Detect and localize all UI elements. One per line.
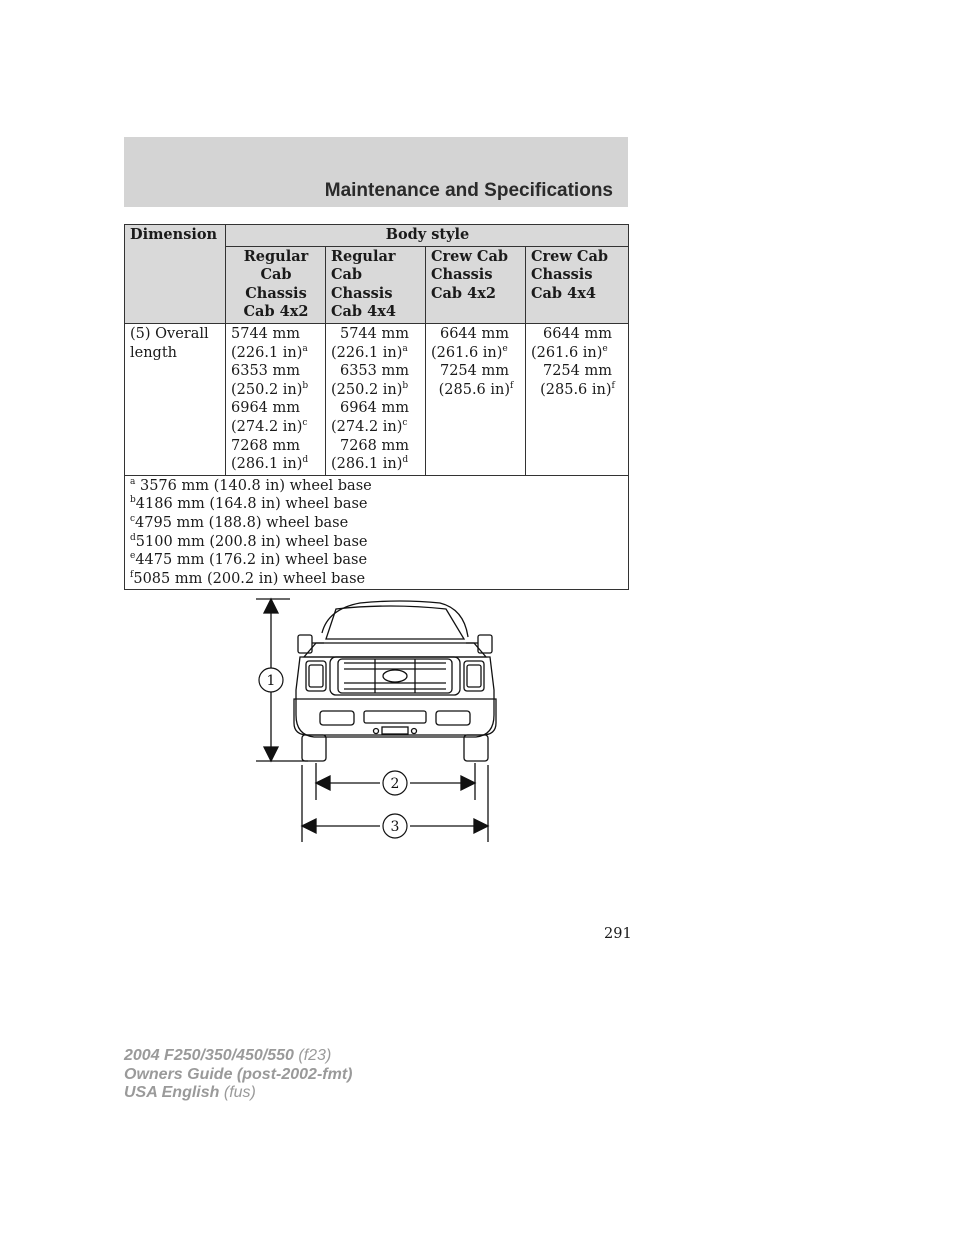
footer-line-2: Owners Guide (post-2002-fmt)	[124, 1065, 353, 1083]
column-header-regular-4x4: Regular Cab Chassis Cab 4x4	[326, 246, 426, 323]
cell-value: 7268 mm	[231, 437, 301, 454]
section-header-band	[124, 137, 628, 207]
footer-line-1: 2004 F250/350/450/550 (f23)	[124, 1047, 332, 1064]
cell-regular-4x2	[226, 323, 326, 475]
cell-regular-4x4	[326, 323, 426, 475]
section-title: Maintenance and Specifications	[324, 180, 613, 201]
column-header-regular-4x2: Regular Cab Chassis Cab 4x2	[226, 246, 326, 323]
table-row	[125, 323, 629, 475]
footnote-item: $^f$5085 mm (200.2 in) wheel base	[130, 569, 366, 587]
cell-value: 6964 mm	[339, 400, 409, 417]
column-header-crew-4x4: Crew Cab Chassis Cab 4x4	[526, 246, 629, 323]
document-footer	[124, 1047, 352, 1103]
footnotes-row	[125, 475, 629, 590]
cell-value: (285.6 in)$^f$	[540, 380, 615, 398]
cell-value: (250.2 in)$^b$	[331, 380, 409, 398]
footnote-item: $^e$4475 mm (176.2 in) wheel base	[130, 551, 368, 569]
truck-illustration	[256, 599, 496, 842]
callout-3	[383, 814, 407, 838]
footnote-item: $^d$5100 mm (200.8 in) wheel base	[130, 532, 368, 550]
cell-value: (250.2 in)$^b$	[231, 380, 309, 398]
cell-value: (226.1 in)$^a$	[231, 343, 308, 361]
cell-value: 7254 mm	[439, 363, 509, 380]
row-label-overall-length: (5) Overall length	[125, 323, 226, 475]
callout-3-label: 3	[390, 819, 400, 835]
table-header-row	[125, 225, 629, 247]
footnote-item: $^c$4795 mm (188.8) wheel base	[130, 513, 349, 531]
cell-value: 5744 mm	[339, 325, 409, 342]
cell-crew-4x4	[526, 323, 629, 475]
cell-value: (286.1 in)$^d$	[331, 455, 409, 473]
cell-value: 7254 mm	[542, 363, 612, 380]
callout-2	[383, 771, 407, 795]
cell-value: (274.2 in)$^c$	[331, 417, 408, 435]
cell-value: 6353 mm	[231, 363, 301, 380]
cell-value: 6353 mm	[339, 363, 409, 380]
footnote-item: $^b$4186 mm (164.8 in) wheel base	[130, 495, 368, 513]
dimension-header: Dimension	[125, 225, 226, 324]
footnotes	[125, 475, 629, 590]
cell-value: 6644 mm	[542, 325, 612, 342]
callout-2-label: 2	[390, 776, 400, 792]
footnote-item: $^a$ 3576 mm (140.8 in) wheel base	[130, 476, 372, 494]
footer-line-3: USA English (fus)	[124, 1084, 256, 1101]
cell-value: 5744 mm	[231, 325, 301, 342]
cell-value: (274.2 in)$^c$	[231, 417, 308, 435]
cell-value: (285.6 in)$^f$	[438, 380, 514, 398]
cell-value: (226.1 in)$^a$	[331, 343, 408, 361]
cell-value: 6964 mm	[231, 400, 301, 417]
callout-1	[259, 668, 283, 692]
page-number: 291	[604, 926, 632, 942]
callout-1-label: 1	[266, 673, 276, 689]
body-style-header: Body style	[226, 225, 629, 247]
cell-value: (261.6 in)$^e$	[431, 343, 508, 361]
cell-value: (261.6 in)$^e$	[531, 343, 608, 361]
cell-value: 6644 mm	[439, 325, 509, 342]
cell-value: (286.1 in)$^d$	[231, 455, 309, 473]
cell-crew-4x2	[426, 323, 526, 475]
truck-front-view-figure	[250, 595, 510, 845]
column-header-crew-4x2: Crew Cab Chassis Cab 4x2	[426, 246, 526, 323]
specifications-table	[124, 224, 629, 590]
cell-value: 7268 mm	[339, 437, 409, 454]
